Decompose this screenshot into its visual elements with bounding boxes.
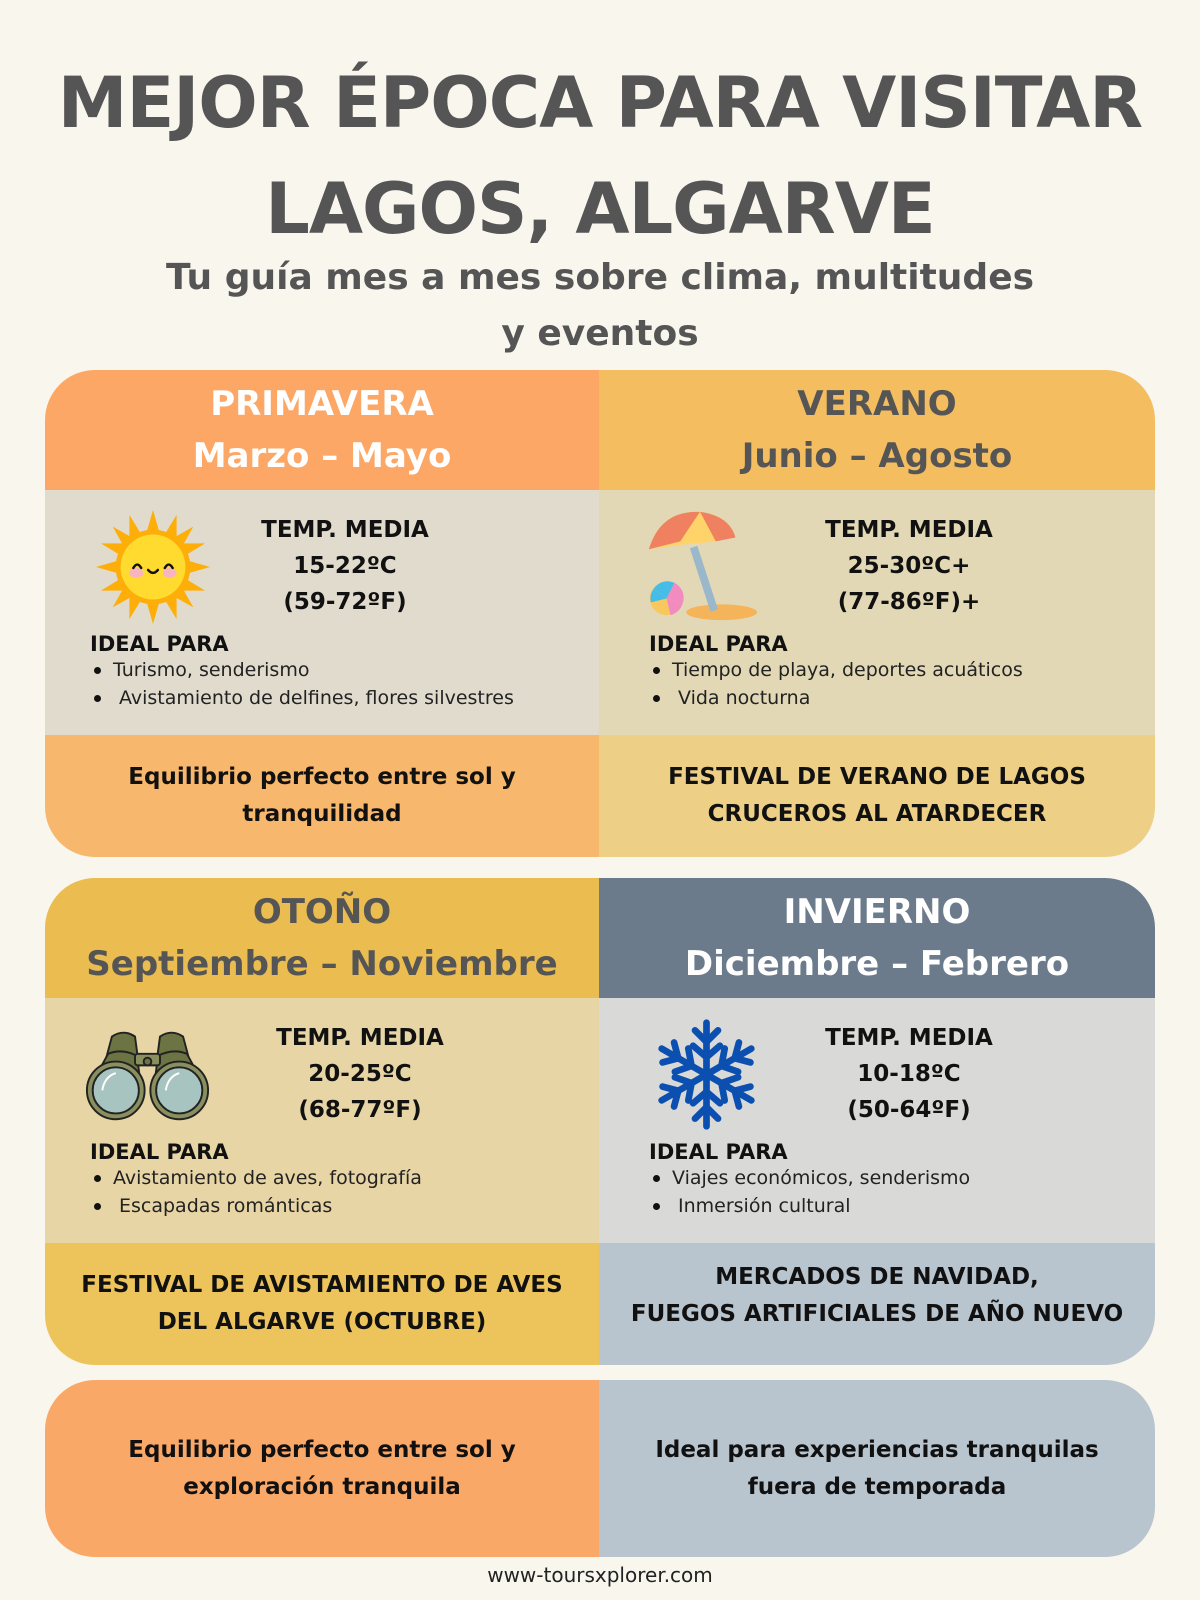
summer-header	[599, 370, 1155, 490]
temp-fahrenheit: (68-77ºF)	[298, 1097, 422, 1123]
temp-celsius: 15-22ºC	[293, 553, 397, 579]
title-line-1: MEJOR ÉPOCA PARA VISITAR	[57, 62, 1143, 144]
bullet-icon	[94, 1203, 101, 1210]
ideal-for-list	[649, 1164, 970, 1220]
website-link[interactable]: www-toursxplorer.com	[487, 1563, 713, 1587]
list-item	[90, 684, 514, 712]
event-line-1: MERCADOS DE NAVIDAD,	[715, 1264, 1039, 1290]
bullet-icon	[94, 695, 101, 702]
list-item	[649, 656, 1023, 684]
event-line-2: DEL ALGARVE (OCTUBRE)	[157, 1309, 487, 1335]
season-months: Diciembre – Febrero	[684, 944, 1070, 984]
season-name: OTOÑO	[252, 892, 392, 932]
average-temperature	[809, 512, 1009, 620]
title-line-2: LAGOS, ALGARVE	[265, 168, 935, 250]
list-item	[90, 1192, 422, 1220]
winter-body	[599, 998, 1155, 1243]
season-months: Marzo – Mayo	[192, 436, 452, 476]
average-temperature	[809, 1020, 1009, 1128]
bullet-icon	[94, 667, 101, 674]
highlight-line-2: tranquilidad	[242, 801, 402, 827]
event-line-1: FESTIVAL DE VERANO DE LAGOS	[668, 764, 1086, 790]
ideal-for-list	[649, 656, 1023, 712]
autumn-body	[45, 998, 599, 1243]
temp-label: TEMP. MEDIA	[825, 1025, 993, 1051]
spring-header	[45, 370, 599, 490]
event-line-2: FUEGOS ARTIFICIALES DE AÑO NUEVO	[630, 1301, 1124, 1327]
ideal-for-label: IDEAL PARA	[90, 632, 229, 656]
season-name: VERANO	[797, 384, 957, 424]
list-item-text: Vida nocturna	[678, 687, 811, 709]
beach-umbrella-icon	[637, 504, 762, 629]
ideal-for-label: IDEAL PARA	[649, 632, 788, 656]
temp-label: TEMP. MEDIA	[261, 517, 429, 543]
temp-celsius: 10-18ºC	[857, 1061, 961, 1087]
summary-right-line-2: fuera de temporada	[747, 1473, 1007, 1500]
average-temperature	[260, 1020, 460, 1128]
winter-header	[599, 878, 1155, 998]
bullet-icon	[653, 1203, 660, 1210]
autumn-header	[45, 878, 599, 998]
ideal-for-list	[90, 656, 514, 712]
season-name: PRIMAVERA	[210, 384, 434, 424]
page-title	[0, 50, 1200, 262]
list-item-text: Avistamiento de delfines, flores silvestres	[119, 687, 514, 709]
summary-card	[45, 1380, 1155, 1557]
page-subtitle: Tu guía mes a mes sobre clima, multitudes y eventos	[165, 257, 1035, 354]
temp-fahrenheit: (77-86ºF)+	[837, 589, 981, 615]
list-item-text: Turismo, senderismo	[113, 659, 310, 681]
bullet-icon	[653, 667, 660, 674]
temp-fahrenheit: (59-72ºF)	[283, 589, 407, 615]
ideal-for-label: IDEAL PARA	[90, 1140, 229, 1164]
spring-summer-card	[45, 370, 1155, 857]
summer-events	[599, 735, 1155, 857]
snowflake-icon	[644, 1012, 769, 1137]
list-item-text: Viajes económicos, senderismo	[672, 1167, 971, 1189]
spring-highlight	[45, 735, 599, 857]
ideal-for-list	[90, 1164, 422, 1220]
season-name: INVIERNO	[783, 892, 971, 932]
bullet-icon	[653, 695, 660, 702]
list-item-text: Inmersión cultural	[678, 1195, 851, 1217]
binoculars-icon	[85, 1012, 210, 1137]
temp-celsius: 25-30ºC+	[847, 553, 971, 579]
summer-body	[599, 490, 1155, 735]
autumn-events	[45, 1243, 599, 1365]
average-temperature	[245, 512, 445, 620]
autumn-winter-card	[45, 878, 1155, 1365]
temp-celsius: 20-25ºC	[308, 1061, 412, 1087]
bullet-icon	[653, 1175, 660, 1182]
list-item-text: Escapadas románticas	[119, 1195, 333, 1217]
list-item	[649, 1164, 970, 1192]
ideal-for-label: IDEAL PARA	[649, 1140, 788, 1164]
event-line-1: FESTIVAL DE AVISTAMIENTO DE AVES	[81, 1272, 563, 1298]
list-item	[90, 1164, 422, 1192]
summary-right	[599, 1380, 1155, 1557]
temp-fahrenheit: (50-64ºF)	[847, 1097, 971, 1123]
winter-events	[599, 1243, 1155, 1365]
temp-label: TEMP. MEDIA	[825, 517, 993, 543]
highlight-line-1: Equilibrio perfecto entre sol y	[128, 764, 516, 790]
event-line-2: CRUCEROS AL ATARDECER	[707, 801, 1047, 827]
season-months: Septiembre – Noviembre	[86, 944, 558, 984]
summary-left	[45, 1380, 599, 1557]
summary-right-line-1: Ideal para experiencias tranquilas	[655, 1436, 1099, 1463]
season-months: Junio – Agosto	[741, 436, 1013, 476]
list-item	[649, 684, 1023, 712]
list-item	[649, 1192, 970, 1220]
sun-icon	[90, 504, 215, 629]
spring-body	[45, 490, 599, 735]
summary-left-line-2: exploración tranquila	[183, 1473, 461, 1500]
list-item-text: Tiempo de playa, deportes acuáticos	[672, 659, 1023, 681]
list-item	[90, 656, 514, 684]
temp-label: TEMP. MEDIA	[276, 1025, 444, 1051]
list-item-text: Avistamiento de aves, fotografía	[113, 1167, 422, 1189]
bullet-icon	[94, 1175, 101, 1182]
summary-left-line-1: Equilibrio perfecto entre sol y	[128, 1436, 516, 1463]
